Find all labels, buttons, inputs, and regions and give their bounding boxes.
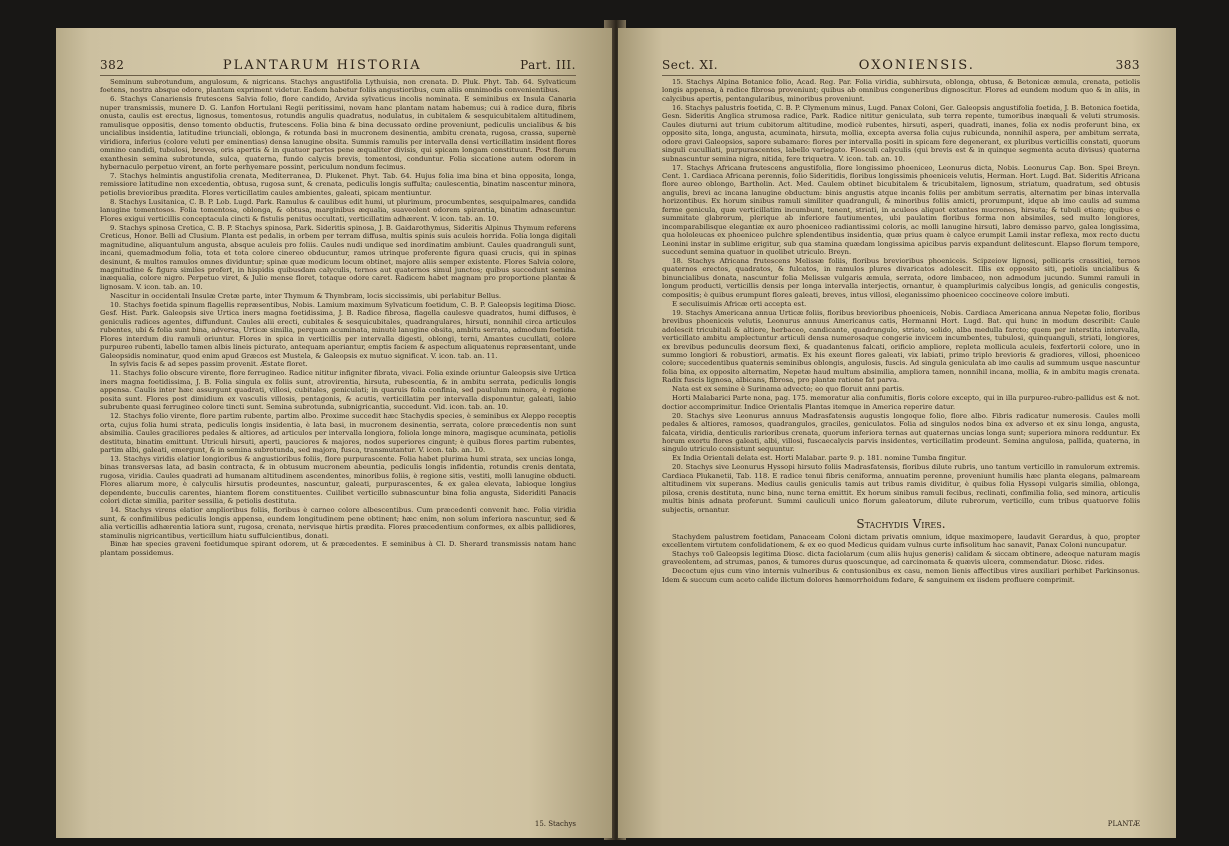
left-paragraph: 9. Stachys spinosa Cretica, C. B. P. Stachys spinosa, Park. Sideritis spinosa, J. B. Gaidarothymus, Sideritis Alpinus Thymum referens Creticus, Honor. Belli ad Clusium. Planta est pedalis, in orbem per terram diffusa, multis spinis suis aculeis horrida. Folia longa digitali magnitudine, aliquantulum angusta, absque aculeis pro foliis. Caules nudi undique sed inordinatim ambiunt. Caules quadranguli sunt, incani, quemadmodum folia, tota et tota colore cinereo obducuntur, ramos utrinque proferente figura quasi crucis, qui in spinas desinunt, & multos ramulos omnes dividuntur; spinæ quæ modicum locum obtinet, majore aliis semper existente. Flores Salvia colore, magnitudine & figura similes profert, in hispidis quibusdam calyculis, ternos aut quaternos simul junctos; quibus succedunt semina inæqualia, colore nigro. Perpetuo viret, & Julio mense floret, totaque odore caret. Radicem habet magnam pro proportione plantæ & lignosam. V. icon. tab. an. 10. [100,223,576,291]
left-paragraph: 6. Stachys Canariensis frutescens Salvia folio, flore candido, Arvida sylvaticus incolis nominata. E seminibus ex Insula Canaria nuper transmissis, munere D. G. Lanfon Hortulani Regii peritissimi, novam hanc plantam natam habemus; cui à radice dura, fibris onusta, caulis est erectus, lignosus, tomentosus, rotundis angulis quadratus, nodulatus, in cubitalem & sesquicubitalem altitudinem, ramulisque oppositis, denso tomento obductis, frutescens. Folia bina & bina decussato ordine proveniunt, pediculis uncialibus & bis uncialibus insidentia, latitudine triunciali, oblonga, & rotunda basi in mucronem desinentia, ambitu crenata, rugosa, crassa, supernè viridiora, inferius (colore veluti per eminentias) densa lanugine obsita. Summis ramulis per intervalla densi verticillatim insident flores omnino candidi, tubulosi, breves, oris apertis & in quatuor partes pene æqualiter divisis, qui spicam longam constituunt. Post florum exanthesin semina subrotunda, sulca, quaterna, fundo calycis brevis, tomentosi, conduntur. Folia siccatione autem odorem in hybernaculo perpetuo virent, an forte perhyemare possint, periculum nondum fecimus. [100,95,576,172]
left-paragraph: 7. Stachys helmintis angustifolia crenata, Mediterranea, D. Plukenet. Phyt. Tab. 64. Hujus folia ima bina et bina opposita, longa, remissiore latitudine non excedentia, obtusa, rugosa sunt, & crenata, pediculis longis suffulta; caulescentia, binatim nascentur minora, petiolis brevioribus prædita. Flores verticillatim caules ambientes, galeati, spicam mentiuntur. [100,171,576,197]
left-part-label: Part. III. [520,58,576,72]
right-paragraph: 18. Stachys Africana frutescens Melissæ foliis, floribus brevioribus phoeniceis. Scipzeiow lignosi, pollicaris crassitiei, ternos quaternos erectos, quadratos, & fulcatos, in ramulos plures divaricatos adolescit. Illis ex opposito siti, petiolis uncialibus & binuncialibus donata, nascuntur folia Melissæ vulgaris æmula, serrata, odore limbaceo, non admodum jucundo. Summi ramuli in longum producti, verticillis densis per longa intervalla interjectis, ornantur, è quamplurimis calycibus longis, ad geniculis congestis, compositis; è quibus erumpunt flores galeati, breves, intus villosi, eleganissimo phoeniceo coccineove colore imbuti. [662,257,1140,299]
left-page [56,28,612,838]
right-page [618,28,1176,838]
right-running-title: OXONIENSIS. [858,58,975,73]
right-head-rule [662,75,1140,76]
right-section-label: Sect. XI. [662,58,719,72]
right-paragraph: Horti Malabarici Parte nona, pag. 175. memoratur alia confumitis, floris colore excepto, qui in illa purpureo-rubro-pallidus est & not. doctior accomprimitur. Indice Orientalis Plantas itemque in America reperire datur. [662,394,1140,411]
right-page-number: 383 [1115,58,1140,72]
right-paragraph: 20. Stachys sive Leonurus annuus Madrasfatensis augustis longoque folio, flore albo. Fibris radicatur numerosis. Caules molli pedales & altiores, ramosos, quadrangulos, graciles, geniculatos. Folia ad singulos nodos bina ex adverso et ex sinu longa, angusta, falcata, viridia, denticulis rarioribus crenata, quorum inferiora ternas aut quaternas uncias longa sunt; superiora minora redduntur. Ex horum exortu flores galeati, albi, villosi, fuscaecalycis parvis insidentes, verticillatim prodeunt. Semina angulosa, pallida, quaterna, in singulo utriculo consistunt sequuntur. [662,411,1140,454]
left-paragraph: Nascitur in occidentali Insulæ Cretæ parte, inter Thymum & Thymbram, locis siccissimis, ubi perlabitur Bellus. [110,291,502,300]
left-paragraph: 11. Stachys folio obscure virente, flore ferrugineo. Radice nititur infigniter fibrata, vivaci. Folia exinde oriuntur Galeopsis sive Urtica iners magna foetidissima, J. B. Folia singula ex foliis sunt, atrovirentia, hirsuta, rubescentia, & in ambitu serrata, pediculis longis appensa. Caulis inter hæc assurgunt quadrati, villosi, cubitales, geniculati; in quaruis folia confinia, sed paululum minora, è regione posita sunt. Flores post dimidium ex vasculis villosis, pentagonis, & acutis, verticillatim per intervalla disponuntur, galeati, labio subrubente quasi ferrugineo colore tincti sunt. Semina subrotunda, subnigricantia, succedunt. Vid. icon. tab. an. 10. [100,369,576,412]
right-catchword: PLANTÆ [1107,820,1140,828]
left-paragraph: 12. Stachys folio virente, flore partim rubente, partim albo. Proxime succedit hæc Stachydis species, è seminibus ex Aleppo receptis orta, cujus folia humi strata, pediculis longis insidentia, è lata basi, in mucronem desinentia, serrata, colore præcedentis non sunt absimilia. Caules graciliores pedales & altiores, ad articulos per intervalla longiora, foliola longe minora, magisque acuminata, petiolis destituta, binatim emittunt. Utriculi hirsuti, aperti, pauciores & majores, nodos superiores cingunt; è quibus flores partim rubentes, partim albi, galeati, emergunt, & in semina subrotunda, sed majora, fusca, transmutantur. V. icon. tab. an. 10. [100,412,576,454]
right-running-head [618,28,1176,75]
left-text-column [56,78,612,557]
left-catchword: 15. Stachys [534,820,576,828]
left-head-rule [100,75,576,76]
left-paragraph: 10. Stachys foetida spinum flagellis repræsentibus, Nobis. Lamium maximum Sylvaticum foetidum, C. B. P. Galeopsis legitima Diosc. Gesf. Hist. Park. Galeopsis sive Urtica iners magna foetidissima, J. B. Radice fibrosa, flagella caulesve quadratos, humi diffusos, è geniculis radices agentes, diffundunt. Caules alii erecti, cubitales & sesquicubitales, quadrangulares, hirsuti, nonnihil circa articulos rubentes, ubi & folia sunt bina, adversa, Urticæ similia, perquam acuminata, minutè lanugine obsita, ambitu serrata, admodum foetida. Flores interdum diu ramuli oriuntur. Flores in spica in verticillis per intervalla digesti, oblongi, terni, Amantes cucullati, colore purpureo rubenti, labello tamen albis lineis picturato, antequam aperiantur, emptis faciem & aspectum aliquatenus repræsentant, unde Galeopsidis nominatur, quod enim apud Græcos est Mustela, & Galeopsis ex mutuo significat. V. icon. tab. an. 11. [100,300,576,360]
left-paragraph: 13. Stachys viridis elatior longioribus & angustioribus foliis, flore purpurascente. Folia habet plurima humi strata, sex uncias longa, binas transversas lata, ad basin contracta, & in obtusum mucronem abeuntia, pediculis longis infidentia, rotundis crenis dentata, rugosa, viridia. Caules quadrati ad humanam altitudinem ascendentes, minoribus foliis, è regione sitis, vestiti, molli lanugine obducti. Flores aliarum more, è calyculis hirsutis prodeuntes, nascuntur, galeati, purpurascentes, & ex galea elevata, labioque longius dependente, bucculis carentes, hiantem florem constituentes. Cuilibet verticillo subnascuntur bina folia angusta, Sideriditi Panacis colori dictæ similia, pariter sessilia, & petiolis destituta. [100,454,576,506]
right-paragraph: 19. Stachys Americana annua Urticæ foliis, floribus brevioribus phoeniceis, Nobis. Cardiaca Americana annua Nepetæ folio, floribus brevibus phoeniceis velutis, Leonurus annuus Americanus catis, Hermanni Hort. Lugd. Bat. qui hunc in modum describit: Caule adolescit tricubitali & altiore, herbaceo, candicante, quadrangulo, striato, solido, alba medulla farcto; quem per interstita intervalla, verticillato ambitu amplectuntur articuli densa numerosaque congerie invicem incumbentes, tubulosi, quinquanguli, striati, longiores, ex brevibus pedunculis deorsum flexi, & quadantenus falcati, orificio ampliore, repleta mollicula aculeis, fexfertorii colore, uno in summo longiori & robustiori, armatis. Ex his exeunt flores galeati, vix labiati, primo triplo brevioris & gradiores, villosi, phoeniceo colore; succedentibus quaternis seminibus oblongis, angulosis, fuscis. Ad singula geniculata ab imo caulis ad summum usque nascuntur folia bina, ex opposito alternatim, Nepetæ haud multum absimilia, ampliora tamen, nonnihil incana, mollia, & in ambitu magis crenata. Radix fuscis lignosa, albicans, fibrosa, pro plantæ ratione fat parva. [662,308,1140,385]
vires-paragraph: Decoctum ejus cum vino internis vulneribus & contusionibus ex casu, nemon lienis affectibus vires auxiliari perhibet Parkinsonus. Idem & succum cum aceto calide ilictum dolores hæmorrhoidum fedare, & sanguinem ex iisdem profluere comprimit. [662,567,1140,584]
right-paragraph: 20. Stachys sive Leonurus Hyssopi hirsuto foliis Madrasfatensis, floribus dilute rubris, uno tantum verticillo in ramulorum extremis. Cardiaca Plukanetii, Tab. 118. E radice tenui fibris ceniforma, annuatim perenne, proveniunt humilis hæc planta elegans, palmaream altitudinem vix superans. Medius caulis geniculis tamis aut tribus ramis dividitur, è quibus folia Hyssopi vulgaris similia, oblonga, pilosa, crenis destituta, nunc bina, nunc terna emittit. Ex horum sinibus ramuli fecibus, reclinati, confimilia folia, sed minora, articulis multis binis adnata proferunt. Summi cauliculi unico florum galeatorum, dilute rubrorum, verticillo, cum tribus quatuorve foliis subjectis, ornantur. [662,463,1140,514]
right-paragraph: Nata est ex semine è Surinama advecto; eo quo floruit anni partis. [672,385,905,394]
section-heading: Stachydis Vires. [856,517,946,532]
left-paragraph: Binæ hæ species graveni foetidumque spirant odorem, ut & præcedentes. E seminibus à Cl. D. Sherard transmissis natam hanc plantam possidemus. [100,540,576,557]
left-running-head [56,28,612,75]
right-paragraph: 17. Stachys Africana frutescens angustifolia, flore longissimo phoeniceo, Leonurus dicta, Nobis. Leonurus Cap. Bon. Spei Breyn. Cent. 1. Cardiaca Africana perennis, folio Sideritidis, floribus longissimis phoeniceis velutis, Herman. Hort. Lugd. Bat. Sideritis Africana flore aureo oblongo, Bartholin. Act. Med. Caulem obtinet bicubitalem & tricubitalem, lignosum, striatum, quadratum, sed obtusis angulis, brevi ac incana lanugine obductum: binis angustis atque incanis foliis per ambitum serratis, alternatim per binas intervalla horizontibus. Ex horum sinibus ramuli similiter quadranguli, & minoribus foliis amicti, prorumpunt, idque ab imo caulis ad summa ferme genicula, quæ verticillatim incumbunt, tenent, striati, in aculeos aliquot extantes mucrones, hirsuta; & tubuli etiam; quibus e summitate glabrorum, plerique ab inferiore fautiumentes, ubi paulatim floribus forma non absimiles, sed multo longiores, incomparabilisque elegantiæ ex auro phoeniceo radiantissimi coloris, ac molli lanugine hirsuti, labro demisso parvo, galea longissima, qua hololeucas ex phoeniceo pulchre splendentibus insidentia, quæ prius quam è calyce erumpit Lamii instar reflexa, mox recto ductu Leonini instar in sublime erigitur, sub qua stamina quædam longissima apicibus parvis expandunt delitescunt. Elapso florum tempore, succedunt semina quatuor in quolibet utriculo. Breyn. [662,163,1140,257]
left-paragraph: 8. Stachys Lusitanica, C. B. P. Lob. Lugd. Park. Ramulus & caulibus edit humi, ut plurimum, procumbentes, sesquipalmares, candida lanugine tomentosos. Folia tomentosa, oblonga, & obtusa, marginibus æqualia, suaveolent odorem spirantia, binatim adnascuntur. Flores exigui verticillis conceptacula cincti & fistulis penitus occultati, verticillatim adhærent. V. icon. tab. an. 10. [100,197,576,223]
left-page-number: 382 [100,58,125,72]
right-text-column [618,78,1176,584]
left-running-title: PLANTARUM HISTORIA [222,58,422,73]
left-paragraph: Seminum subrotundum, angulosum, & nigricans. Stachys angustifolia Lythuisia, non crenata. D. Pluk. Phyt. Tab. 64. Sylvaticum foetens, nostra absque odore, plantam expriment videtur. Eadem habetur foliis angustioribus, cum aliis omnimodis convenientibus. [100,78,576,95]
left-paragraph: In sylvis facis & ad sepes passim provenit. Æstate floret. [110,360,308,369]
right-paragraph: 16. Stachys palustris foetida, C. B. P. Clymenum minus, Lugd. Panax Coloni, Ger. Galeopsis angustifolia foetida, J. B. Betonica foetida, Gesn. Sideritis Anglica strumosa radice, Park. Radice nititur geniculata, sub terra repente, tumoribus inæquali & veluti strumosis. Caules diuturni aut trium cubitorum altitudine, modicè rubentes, hirsuti, asperi, quadrati, inanes, folia ex nodis proferunt bina, ex opposito sita, longa, angusta, acuminata, hirsuta, mollia, excepta aversa folia cujus rubicunda, nonnihil aspera, per ambitum serrata, odore gravi Galeopsios, sapore subamaro: flores per intervalla positi in spicam fere degenerant, ex pluribus verticillis constati, quorum singuli cuculliati, purpurascentes, labello variegato. Flosculi calyculis (qui brevis est & in quinque segmenta acuta divisus) quaterna subnascuntur semina nigra, nitida, fere triquetra. V. icon. tab. an. 10. [662,103,1140,163]
right-paragraph: E seculisuimis Africæ orti accepta est. [672,299,807,308]
vires-paragraph: Stachydem palustrem foetidam, Panaceam Coloni dictam privatis omnium, idque maximopere, laudavit Gerardus, à quo, propter excellentem virtutem confolidationem, & ex eo quod Medicus quidam vulnus curte infisolitum hac sanavit, Panax Coloni nuncupatur. [662,532,1140,550]
right-paragraph: 15. Stachys Alpina Botanice folio, Acad. Reg. Par. Folia viridia, subhirsuta, oblonga, obtusa, & Betonicæ æmula, crenata, petiolis longis appensa, à radice fibrosa proveniunt; quibus ab omnibus congeneribus dignoscitur. Flores ad eundem modum quo & in aliis, in calycibus apertis, pentangularibus, minoribus proveniunt. [662,78,1140,103]
left-paragraph: 14. Stachys virens elatior amplioribus foliis, floribus è carneo colore albescentibus. Cum præcedenti convenit hæc. Folia viridia sunt, & confimilibus pediculis longis appensa, eundem longitudinem pene obtinent; hæc enim, non solum inferiora nascuntur, sed & alia verticillis adhærentia latiora sunt, rugosa, crenata, nervisque hirtis prædita. Flores præcedentium conformes, ex albis pallidiores, staminulis nigricantibus, verticillum hiatu suffulcientibus, donati. [100,506,576,540]
vires-paragraph: Stachys τοῦ Galeopsis legitima Diosc. dicta faciolarum (cum aliis hujus generis) calidam & siccam obtinere, adeoque naturam magis graveolentem, ad strumas, panos, & tumores durus quoscunque, ad carcinomata & quævis ulcera, commendatur. Diosc. rides. [662,549,1140,567]
right-paragraph: Ex India Orientali delata est. Horti Malabar. parte 9. p. 181. nomine Tumba fingitur. [672,454,967,463]
